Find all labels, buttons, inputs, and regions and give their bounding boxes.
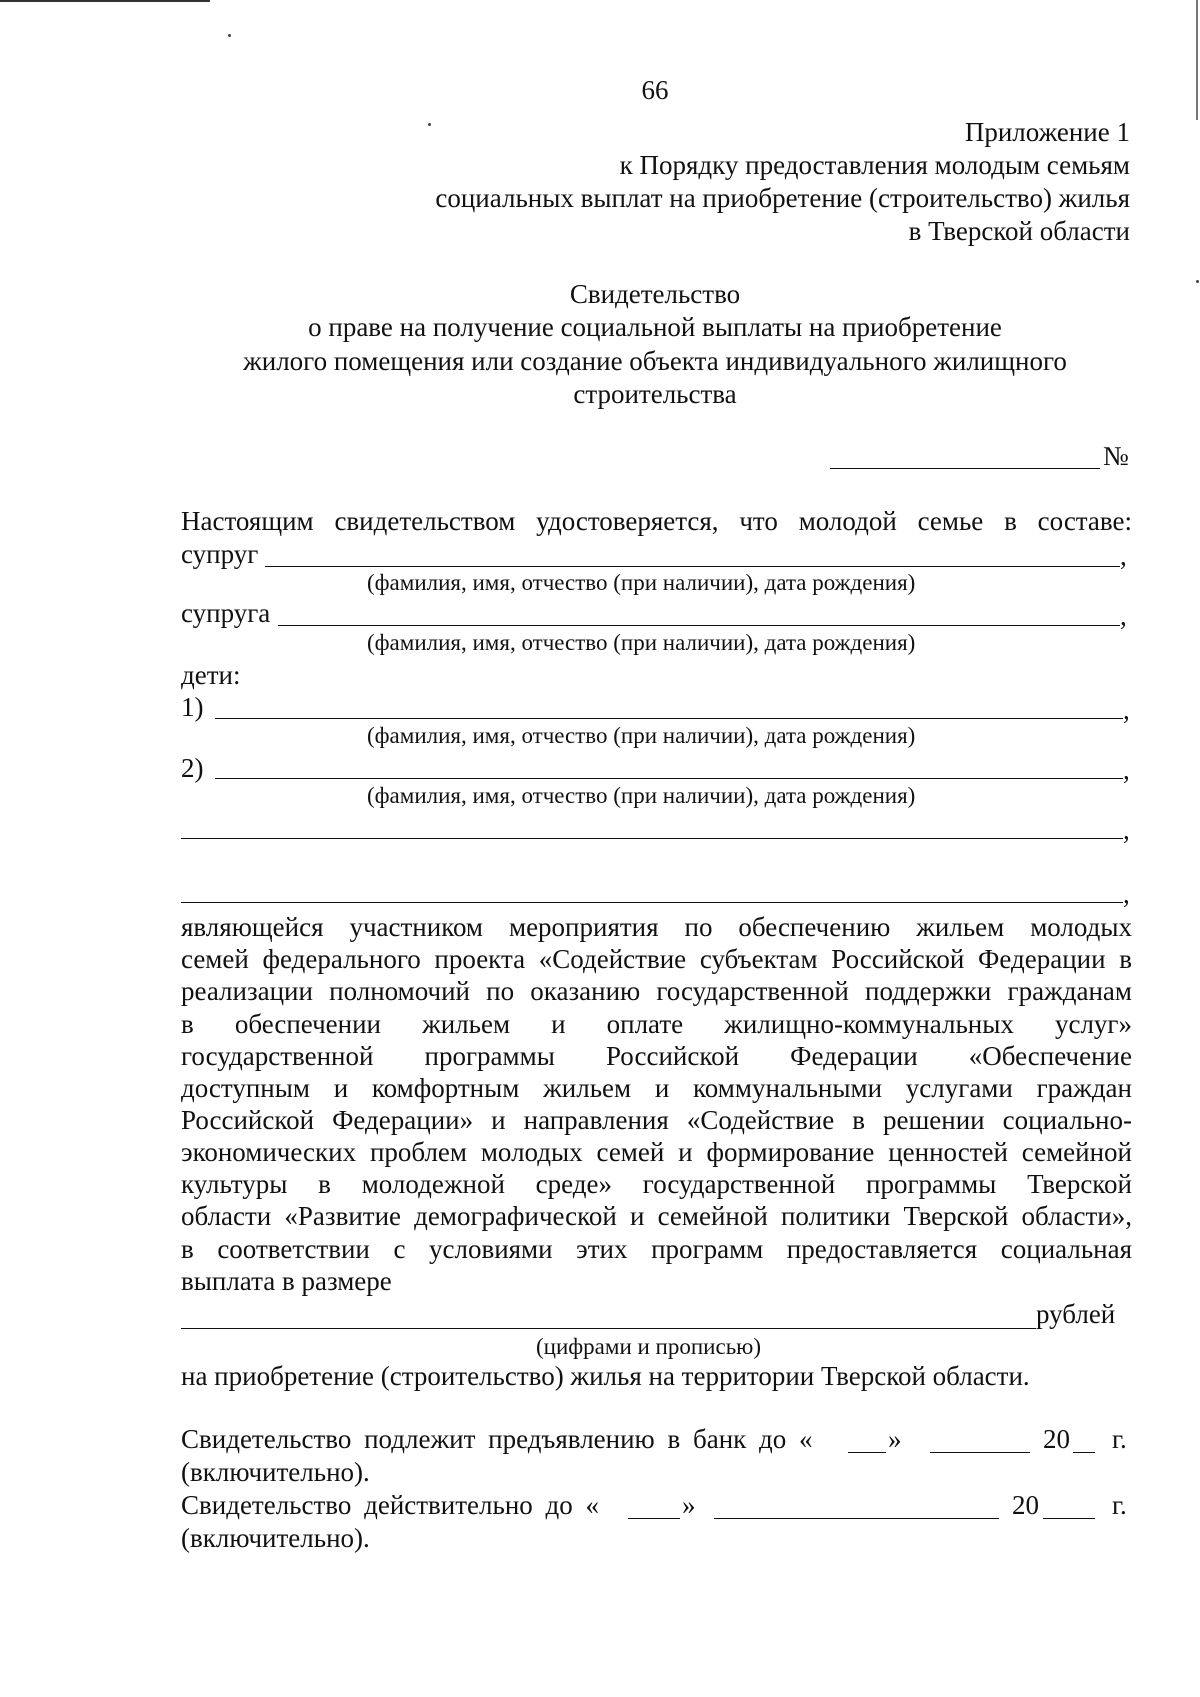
paragraph-line: в обеспечении жильем и оплате жилищно-коммунальных услуг» — [181, 1009, 1132, 1039]
valid-month-field[interactable] — [714, 1518, 999, 1519]
certificate-number-field[interactable] — [830, 468, 1100, 469]
purpose-text: на приобретение (строительство) жилья на территории Тверской области. — [181, 1361, 1030, 1391]
year-suffix: г. — [1112, 1424, 1127, 1454]
spouse-male-field[interactable] — [265, 566, 1120, 567]
valid-day-field[interactable] — [628, 1518, 680, 1519]
comma: , — [1120, 601, 1127, 631]
appendix-line-3: социальных выплат на приобретение (строительство) жилья — [435, 183, 1130, 213]
comma: , — [1123, 695, 1130, 725]
children-label: дети: — [181, 660, 241, 690]
certificate-title: Свидетельство — [569, 279, 741, 309]
spouse-female-field[interactable] — [278, 625, 1120, 626]
paragraph-line: государственной программы Российской Федерации «Обеспечение — [181, 1041, 1132, 1071]
paragraph-line: доступным и комфортным жильем и коммунальными услугами граждан — [181, 1073, 1132, 1103]
bank-deadline-text: Свидетельство подлежит предъявлению в банк до « — [181, 1424, 813, 1454]
comma: , — [1123, 755, 1130, 785]
extra-member-field-1[interactable] — [181, 838, 1123, 839]
appendix-line-1: Приложение 1 — [964, 117, 1130, 147]
year-prefix: 20 — [1043, 1424, 1070, 1454]
paragraph-line: выплата в размере — [181, 1266, 392, 1296]
appendix-line-4: в Тверской области — [908, 216, 1130, 246]
child-2-field[interactable] — [215, 778, 1123, 779]
certificate-subtitle-3: строительства — [573, 379, 737, 409]
spouse-female-label: супруга — [181, 598, 271, 628]
scan-speck — [428, 123, 431, 126]
paragraph-line: в соответствии с условиями этих программ предоставляется социальная — [181, 1234, 1132, 1264]
quote-close: » — [888, 1424, 902, 1454]
paragraph-line: семей федерального проекта «Содействие субъектам Российской Федерации в — [181, 944, 1132, 974]
paragraph-line: Российской Федерации» и направления «Содействие в решении социально- — [181, 1105, 1132, 1135]
bank-year-field[interactable] — [1073, 1452, 1095, 1453]
child-1-field[interactable] — [215, 718, 1123, 719]
extra-member-field-2[interactable] — [181, 902, 1123, 903]
inclusive-note: (включительно). — [181, 1457, 370, 1487]
bank-day-field[interactable] — [848, 1452, 886, 1453]
number-sign: № — [1103, 441, 1129, 471]
child-1-label: 1) — [181, 692, 204, 722]
page-number: 66 — [641, 75, 669, 105]
paragraph-line: культуры в молодежной среде» государственной программы Тверской — [181, 1169, 1132, 1199]
child-2-label: 2) — [181, 753, 204, 783]
scan-edge-top — [0, 0, 210, 2]
spouse-male-label: супруг — [181, 539, 259, 569]
appendix-line-2: к Порядку предоставления молодым семьям — [619, 150, 1130, 180]
rubles-label: рублей — [1036, 1299, 1116, 1329]
paragraph-line: экономических проблем молодых семей и формирование ценностей семейной — [181, 1137, 1132, 1167]
paragraph-line: области «Развитие демографической и семейной политики Тверской области», — [181, 1201, 1132, 1231]
intro-text: Настоящим свидетельством удостоверяется, что молодой семье в составе: — [181, 506, 1132, 536]
fio-hint: (фамилия, имя, отчество (при наличии), дата рождения) — [367, 783, 916, 808]
scan-speck — [228, 34, 231, 37]
quote-close: » — [682, 1490, 696, 1520]
bank-month-field[interactable] — [930, 1452, 1030, 1453]
inclusive-note: (включительно). — [181, 1523, 370, 1553]
certificate-subtitle-2: жилого помещения или создание объекта индивидуального жилищного — [243, 346, 1067, 376]
comma: , — [1120, 541, 1127, 571]
year-prefix: 20 — [1012, 1490, 1039, 1520]
fio-hint: (фамилия, имя, отчество (при наличии), дата рождения) — [367, 570, 916, 595]
fio-hint: (фамилия, имя, отчество (при наличии), дата рождения) — [367, 723, 916, 748]
comma: , — [1123, 815, 1130, 845]
year-suffix: г. — [1112, 1490, 1127, 1520]
amount-hint: (цифрами и прописью) — [536, 1334, 762, 1359]
paragraph-line: являющейся участником мероприятия по обеспечению жильем молодых — [181, 912, 1132, 942]
certificate-subtitle-1: о праве на получение социальной выплаты на приобретение — [308, 312, 1002, 342]
valid-until-text: Свидетельство действительно до « — [181, 1490, 600, 1520]
fio-hint: (фамилия, имя, отчество (при наличии), дата рождения) — [367, 630, 916, 655]
bank-deadline-line — [181, 1423, 1132, 1455]
comma: , — [1123, 879, 1130, 909]
amount-field[interactable] — [181, 1328, 1036, 1329]
paragraph-line: реализации полномочий по оказанию государственной поддержки гражданам — [181, 976, 1132, 1006]
valid-year-field[interactable] — [1043, 1518, 1095, 1519]
